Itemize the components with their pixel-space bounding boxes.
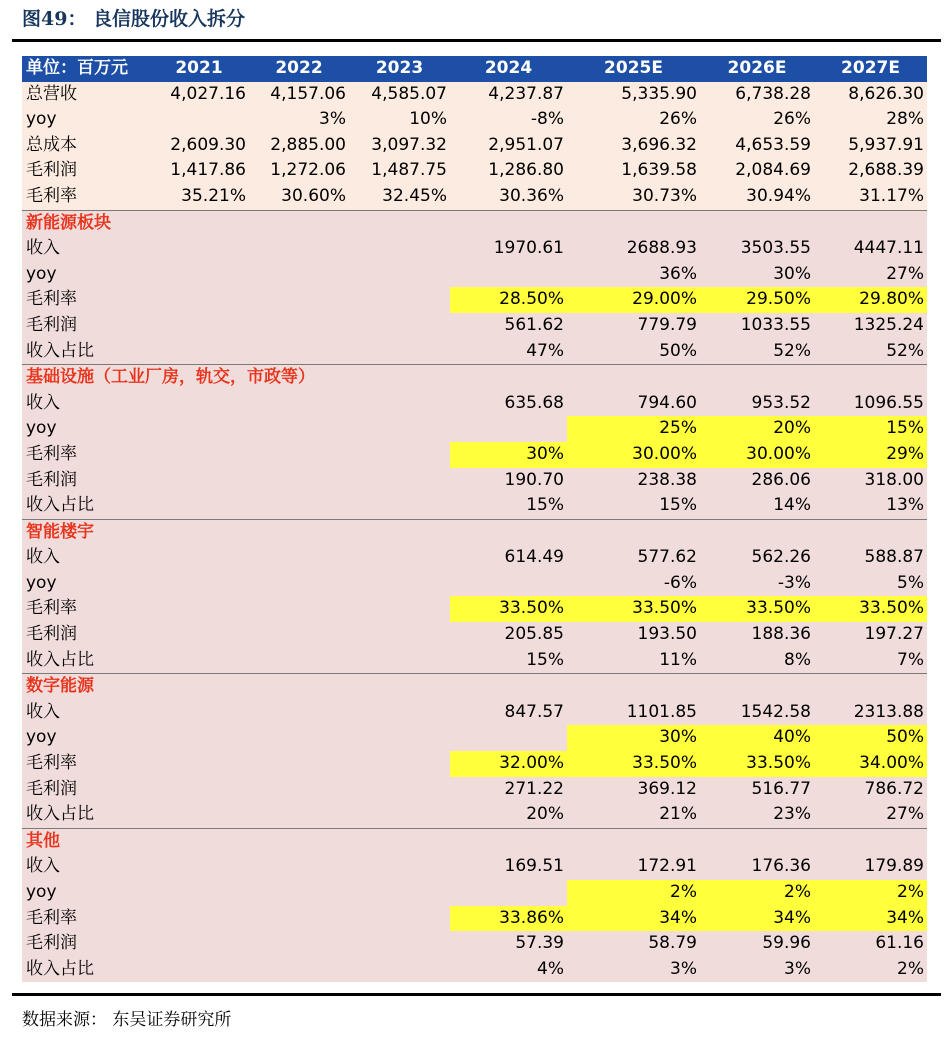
value-cell: [249, 622, 349, 648]
value-cell: [249, 957, 349, 983]
value-cell: [349, 751, 450, 777]
value-cell: 3%: [700, 957, 814, 983]
value-cell: [249, 545, 349, 571]
value-cell: 26%: [700, 107, 814, 133]
value-cell: 52%: [700, 339, 814, 365]
segment-title: 数字能源: [22, 674, 927, 700]
value-cell: 33.50%: [700, 751, 814, 777]
value-cell: -3%: [700, 571, 814, 597]
value-cell: 28%: [814, 107, 927, 133]
value-cell: 36%: [567, 262, 700, 288]
value-cell: 34%: [567, 906, 700, 932]
value-cell: [349, 236, 450, 262]
value-cell: 33.50%: [567, 751, 700, 777]
value-cell: 794.60: [567, 391, 700, 417]
row-label: 毛利率: [22, 287, 149, 313]
value-cell: 50%: [567, 339, 700, 365]
value-cell: 32.45%: [349, 184, 450, 210]
row-label: 毛利润: [22, 468, 149, 494]
value-cell: 2%: [567, 880, 700, 906]
value-cell: 176.36: [700, 854, 814, 880]
row-label: 毛利润: [22, 313, 149, 339]
summary-row: [22, 158, 927, 184]
value-cell: [149, 648, 249, 674]
segment-title: 新能源板块: [22, 210, 927, 236]
value-cell: 179.89: [814, 854, 927, 880]
value-cell: [149, 468, 249, 494]
value-cell: 953.52: [700, 391, 814, 417]
value-cell: [149, 880, 249, 906]
value-cell: 1,286.80: [450, 158, 567, 184]
value-cell: 15%: [567, 493, 700, 519]
row-label: 收入占比: [22, 802, 149, 828]
value-cell: [149, 236, 249, 262]
value-cell: [149, 596, 249, 622]
value-cell: [149, 571, 249, 597]
value-cell: 50%: [814, 725, 927, 751]
value-cell: 29.80%: [814, 287, 927, 313]
value-cell: 1,639.58: [567, 158, 700, 184]
value-cell: 10%: [349, 107, 450, 133]
row-label: 毛利润: [22, 158, 149, 184]
value-cell: 2,688.39: [814, 158, 927, 184]
value-cell: [349, 725, 450, 751]
value-cell: 8,626.30: [814, 82, 927, 108]
value-cell: 2313.88: [814, 700, 927, 726]
summary-row: [22, 133, 927, 159]
value-cell: 3,696.32: [567, 133, 700, 159]
value-cell: 8%: [700, 648, 814, 674]
value-cell: [349, 468, 450, 494]
value-cell: 1033.55: [700, 313, 814, 339]
segment-row: [22, 854, 927, 880]
value-cell: [349, 313, 450, 339]
value-cell: 30.73%: [567, 184, 700, 210]
value-cell: [349, 648, 450, 674]
value-cell: [249, 416, 349, 442]
header-year-cell: 2022: [249, 56, 349, 82]
value-cell: 271.22: [450, 777, 567, 803]
value-cell: [349, 700, 450, 726]
row-label: yoy: [22, 880, 149, 906]
row-label: 毛利率: [22, 906, 149, 932]
value-cell: 27%: [814, 262, 927, 288]
segment-row: [22, 236, 927, 262]
segment-row: [22, 725, 927, 751]
value-cell: 562.26: [700, 545, 814, 571]
row-label: 收入: [22, 236, 149, 262]
value-cell: 34.00%: [814, 751, 927, 777]
segment-row: [22, 262, 927, 288]
segment-row: [22, 880, 927, 906]
value-cell: 1325.24: [814, 313, 927, 339]
segment-title: 其他: [22, 828, 927, 854]
value-cell: [149, 906, 249, 932]
value-cell: 2%: [814, 880, 927, 906]
value-cell: [149, 339, 249, 365]
value-cell: [149, 391, 249, 417]
value-cell: [349, 957, 450, 983]
value-cell: 15%: [450, 493, 567, 519]
value-cell: [149, 493, 249, 519]
value-cell: [249, 287, 349, 313]
value-cell: 2,885.00: [249, 133, 349, 159]
value-cell: 35.21%: [149, 184, 249, 210]
value-cell: 25%: [567, 416, 700, 442]
summary-row: [22, 107, 927, 133]
row-label: yoy: [22, 416, 149, 442]
value-cell: 57.39: [450, 931, 567, 957]
source-note: 数据来源： 东吴证券研究所: [22, 1010, 232, 1030]
segment-row: [22, 906, 927, 932]
row-label: 毛利率: [22, 184, 149, 210]
row-label: 收入占比: [22, 339, 149, 365]
value-cell: [349, 545, 450, 571]
value-cell: 188.36: [700, 622, 814, 648]
value-cell: 58.79: [567, 931, 700, 957]
row-label: 毛利率: [22, 442, 149, 468]
value-cell: 4,157.06: [249, 82, 349, 108]
figure-title: 图49： 良信股份收入拆分: [22, 8, 246, 30]
value-cell: 4,237.87: [450, 82, 567, 108]
value-cell: [349, 622, 450, 648]
row-label: 毛利率: [22, 751, 149, 777]
segment-title-row: [22, 674, 927, 700]
segment-title-row: [22, 828, 927, 854]
value-cell: [450, 262, 567, 288]
value-cell: [149, 622, 249, 648]
value-cell: 318.00: [814, 468, 927, 494]
row-label: 收入: [22, 545, 149, 571]
row-label: 收入: [22, 700, 149, 726]
value-cell: [349, 339, 450, 365]
value-cell: [349, 880, 450, 906]
value-cell: 169.51: [450, 854, 567, 880]
value-cell: 34%: [700, 906, 814, 932]
value-cell: [349, 391, 450, 417]
value-cell: 1,417.86: [149, 158, 249, 184]
value-cell: [149, 416, 249, 442]
value-cell: [249, 442, 349, 468]
value-cell: 2%: [814, 957, 927, 983]
value-cell: 33.50%: [567, 596, 700, 622]
row-label: yoy: [22, 725, 149, 751]
value-cell: 561.62: [450, 313, 567, 339]
value-cell: [249, 262, 349, 288]
row-label: yoy: [22, 107, 149, 133]
value-cell: [149, 262, 249, 288]
row-label: 收入占比: [22, 648, 149, 674]
value-cell: 2,951.07: [450, 133, 567, 159]
segment-row: [22, 596, 927, 622]
value-cell: 33.50%: [450, 596, 567, 622]
value-cell: 30.00%: [700, 442, 814, 468]
value-cell: [149, 107, 249, 133]
segment-row: [22, 391, 927, 417]
row-label: yoy: [22, 262, 149, 288]
header-unit-cell: 单位：百万元: [22, 56, 149, 82]
value-cell: 1970.61: [450, 236, 567, 262]
value-cell: 40%: [700, 725, 814, 751]
value-cell: [249, 468, 349, 494]
value-cell: 369.12: [567, 777, 700, 803]
value-cell: [149, 802, 249, 828]
header-year-cell: 2026E: [700, 56, 814, 82]
value-cell: 847.57: [450, 700, 567, 726]
value-cell: 197.27: [814, 622, 927, 648]
value-cell: 6,738.28: [700, 82, 814, 108]
value-cell: 33.50%: [700, 596, 814, 622]
value-cell: [249, 906, 349, 932]
segment-row: [22, 777, 927, 803]
value-cell: 614.49: [450, 545, 567, 571]
value-cell: 4,653.59: [700, 133, 814, 159]
row-label: 总成本: [22, 133, 149, 159]
segment-row: [22, 802, 927, 828]
segment-row: [22, 571, 927, 597]
value-cell: 286.06: [700, 468, 814, 494]
value-cell: 1096.55: [814, 391, 927, 417]
value-cell: 20%: [450, 802, 567, 828]
value-cell: 4,585.07: [349, 82, 450, 108]
value-cell: 4447.11: [814, 236, 927, 262]
segment-row: [22, 416, 927, 442]
value-cell: [349, 416, 450, 442]
value-cell: 172.91: [567, 854, 700, 880]
value-cell: [450, 416, 567, 442]
value-cell: [149, 725, 249, 751]
segment-row: [22, 700, 927, 726]
value-cell: 3%: [567, 957, 700, 983]
value-cell: [349, 777, 450, 803]
row-label: 毛利率: [22, 596, 149, 622]
segment-row: [22, 468, 927, 494]
value-cell: [249, 391, 349, 417]
value-cell: [249, 777, 349, 803]
bottom-rule: [12, 993, 941, 996]
value-cell: [249, 854, 349, 880]
top-rule: [12, 39, 941, 42]
value-cell: [349, 262, 450, 288]
value-cell: 13%: [814, 493, 927, 519]
header-year-cell: 2023: [349, 56, 450, 82]
value-cell: 33.50%: [814, 596, 927, 622]
value-cell: 635.68: [450, 391, 567, 417]
value-cell: 15%: [450, 648, 567, 674]
segment-row: [22, 957, 927, 983]
value-cell: [249, 751, 349, 777]
value-cell: [249, 725, 349, 751]
segment-row: [22, 622, 927, 648]
value-cell: 11%: [567, 648, 700, 674]
table-container: [22, 56, 927, 982]
value-cell: 20%: [700, 416, 814, 442]
value-cell: 29.00%: [567, 287, 700, 313]
value-cell: [249, 339, 349, 365]
segment-row: [22, 493, 927, 519]
segment-title-row: [22, 365, 927, 391]
value-cell: 588.87: [814, 545, 927, 571]
value-cell: 1,272.06: [249, 158, 349, 184]
value-cell: [249, 880, 349, 906]
summary-row: [22, 184, 927, 210]
value-cell: 61.16: [814, 931, 927, 957]
value-cell: [149, 287, 249, 313]
value-cell: [249, 313, 349, 339]
row-label: 收入: [22, 854, 149, 880]
value-cell: [249, 648, 349, 674]
value-cell: 786.72: [814, 777, 927, 803]
value-cell: 30.36%: [450, 184, 567, 210]
value-cell: 59.96: [700, 931, 814, 957]
row-label: 毛利润: [22, 777, 149, 803]
value-cell: [149, 931, 249, 957]
value-cell: [149, 442, 249, 468]
value-cell: [149, 545, 249, 571]
header-year-cell: 2024: [450, 56, 567, 82]
row-label: 收入占比: [22, 957, 149, 983]
row-label: yoy: [22, 571, 149, 597]
segment-row: [22, 313, 927, 339]
value-cell: 33.86%: [450, 906, 567, 932]
value-cell: [149, 313, 249, 339]
value-cell: 2688.93: [567, 236, 700, 262]
value-cell: -6%: [567, 571, 700, 597]
value-cell: 52%: [814, 339, 927, 365]
header-year-cell: 2027E: [814, 56, 927, 82]
value-cell: 27%: [814, 802, 927, 828]
value-cell: [249, 931, 349, 957]
value-cell: [349, 906, 450, 932]
summary-row: [22, 82, 927, 108]
value-cell: 1101.85: [567, 700, 700, 726]
value-cell: [249, 236, 349, 262]
value-cell: [349, 571, 450, 597]
value-cell: [249, 493, 349, 519]
value-cell: 31.17%: [814, 184, 927, 210]
value-cell: [249, 700, 349, 726]
segment-title-row: [22, 519, 927, 545]
value-cell: [450, 880, 567, 906]
value-cell: 23%: [700, 802, 814, 828]
row-label: 毛利润: [22, 931, 149, 957]
header-row: [22, 56, 927, 82]
value-cell: 30.60%: [249, 184, 349, 210]
row-label: 收入占比: [22, 493, 149, 519]
header-year-cell: 2021: [149, 56, 249, 82]
value-cell: [450, 571, 567, 597]
value-cell: [349, 854, 450, 880]
value-cell: 779.79: [567, 313, 700, 339]
value-cell: 1,487.75: [349, 158, 450, 184]
value-cell: [349, 493, 450, 519]
value-cell: 30.94%: [700, 184, 814, 210]
value-cell: 2%: [700, 880, 814, 906]
value-cell: 21%: [567, 802, 700, 828]
value-cell: 577.62: [567, 545, 700, 571]
value-cell: [249, 802, 349, 828]
row-label: 总营收: [22, 82, 149, 108]
value-cell: [450, 725, 567, 751]
revenue-breakdown-table: [22, 56, 927, 982]
value-cell: [149, 854, 249, 880]
value-cell: [249, 571, 349, 597]
value-cell: 4%: [450, 957, 567, 983]
value-cell: 30.00%: [567, 442, 700, 468]
value-cell: 29%: [814, 442, 927, 468]
value-cell: [149, 777, 249, 803]
value-cell: 238.38: [567, 468, 700, 494]
value-cell: [249, 596, 349, 622]
segment-row: [22, 931, 927, 957]
value-cell: 14%: [700, 493, 814, 519]
table-body: [22, 82, 927, 983]
value-cell: 28.50%: [450, 287, 567, 313]
segment-row: [22, 545, 927, 571]
value-cell: 30%: [450, 442, 567, 468]
value-cell: 516.77: [700, 777, 814, 803]
value-cell: 30%: [700, 262, 814, 288]
value-cell: 2,609.30: [149, 133, 249, 159]
segment-row: [22, 751, 927, 777]
value-cell: 34%: [814, 906, 927, 932]
value-cell: [349, 802, 450, 828]
value-cell: 3,097.32: [349, 133, 450, 159]
value-cell: [349, 596, 450, 622]
value-cell: [149, 751, 249, 777]
value-cell: 29.50%: [700, 287, 814, 313]
segment-title-row: [22, 210, 927, 236]
value-cell: [149, 957, 249, 983]
value-cell: 190.70: [450, 468, 567, 494]
value-cell: 7%: [814, 648, 927, 674]
row-label: 毛利润: [22, 622, 149, 648]
value-cell: -8%: [450, 107, 567, 133]
segment-title: 智能楼宇: [22, 519, 927, 545]
segment-row: [22, 648, 927, 674]
value-cell: 3%: [249, 107, 349, 133]
value-cell: 26%: [567, 107, 700, 133]
segment-title: 基础设施（工业厂房，轨交，市政等）: [22, 365, 927, 391]
value-cell: [349, 931, 450, 957]
value-cell: 32.00%: [450, 751, 567, 777]
segment-row: [22, 287, 927, 313]
value-cell: [349, 287, 450, 313]
value-cell: 30%: [567, 725, 700, 751]
row-label: 收入: [22, 391, 149, 417]
value-cell: 47%: [450, 339, 567, 365]
value-cell: 5,937.91: [814, 133, 927, 159]
value-cell: 4,027.16: [149, 82, 249, 108]
value-cell: 1542.58: [700, 700, 814, 726]
value-cell: 193.50: [567, 622, 700, 648]
value-cell: 5,335.90: [567, 82, 700, 108]
value-cell: 5%: [814, 571, 927, 597]
segment-row: [22, 442, 927, 468]
value-cell: 15%: [814, 416, 927, 442]
value-cell: 3503.55: [700, 236, 814, 262]
value-cell: [149, 700, 249, 726]
value-cell: [349, 442, 450, 468]
value-cell: 205.85: [450, 622, 567, 648]
value-cell: 2,084.69: [700, 158, 814, 184]
segment-row: [22, 339, 927, 365]
header-year-cell: 2025E: [567, 56, 700, 82]
